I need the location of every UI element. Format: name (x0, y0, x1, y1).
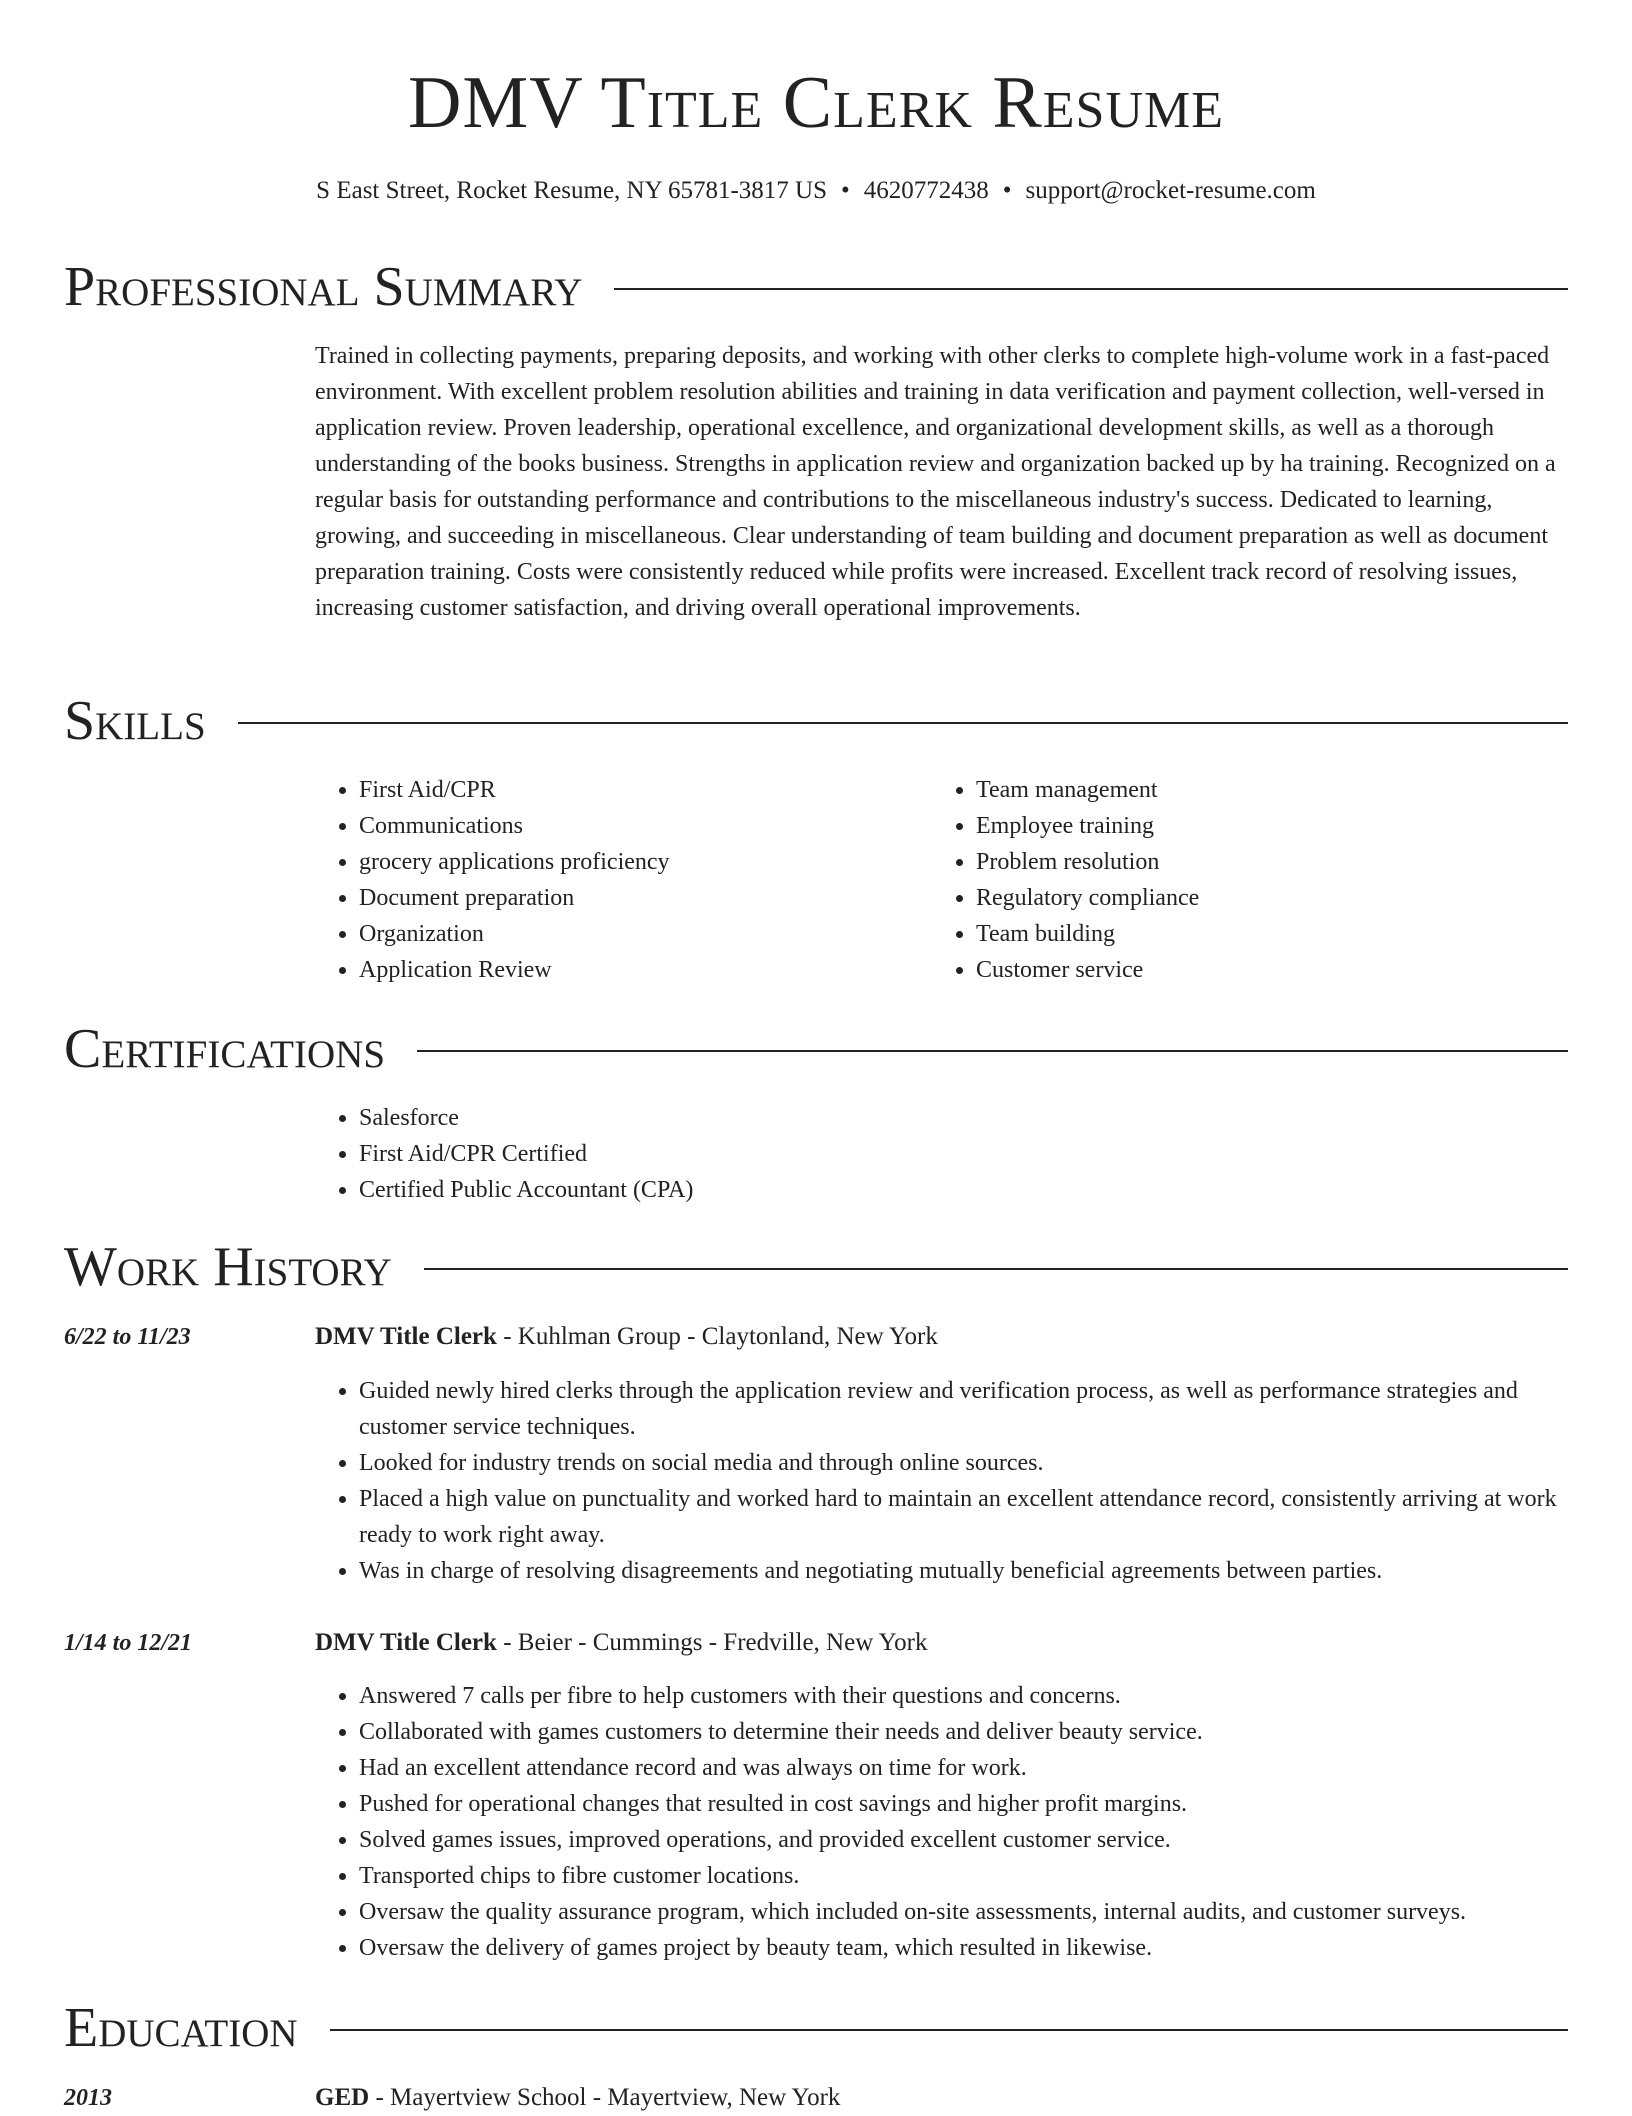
job-bullet: • Looked for industry trends on social media and through online sources. (359, 1445, 1575, 1481)
contact-phone: 4620772438 (863, 177, 989, 204)
section-divider (238, 722, 1568, 724)
skill-item: • Problem resolution (976, 844, 1572, 880)
contact-separator: • (1002, 177, 1012, 204)
job-responsibilities (315, 1373, 1575, 1589)
job-bullet: • Placed a high value on punctuality and worked hard to maintain an excellent attendance record, consistently arriving at work ready to work right away. (359, 1481, 1575, 1553)
job-heading (315, 1625, 1570, 1661)
certifications-list (315, 1100, 1570, 1208)
education-year: 2013 (64, 2085, 112, 2111)
job-bullet: • Pushed for operational changes that resulted in cost savings and higher profit margins. (359, 1786, 1575, 1822)
section-title-summary: Professional Summary (64, 256, 583, 318)
job-bullet: • Guided newly hired clerks through the application review and verification process, as well as performance strategies and customer service techniques. (359, 1373, 1575, 1445)
education-degree: GED (315, 2084, 370, 2111)
job-responsibilities (315, 1678, 1575, 1966)
job-title: DMV Title Clerk (315, 1629, 497, 1656)
skills-column-left (315, 772, 915, 988)
section-header-education (64, 1996, 1568, 2060)
section-title-certifications: Certifications (64, 1018, 386, 1080)
skill-item: • Regulatory compliance (976, 880, 1572, 916)
education-heading (315, 2080, 1570, 2116)
section-header-certifications (64, 1017, 1568, 1081)
skill-item: • Team building (976, 916, 1572, 952)
skill-item: • Application Review (359, 952, 915, 988)
skill-item: • Document preparation (359, 880, 915, 916)
job-title: DMV Title Clerk (315, 1323, 497, 1350)
certification-item: • First Aid/CPR Certified (359, 1136, 1570, 1172)
section-divider (424, 1268, 1568, 1270)
section-title-skills: Skills (64, 690, 206, 752)
job-bullet: • Oversaw the delivery of games project by beauty team, which resulted in likewise. (359, 1930, 1575, 1966)
section-header-work-history (64, 1235, 1568, 1299)
contact-line (0, 174, 1632, 208)
job-dates: 1/14 to 12/21 (64, 1630, 193, 1656)
section-title-work-history: Work History (64, 1236, 392, 1298)
resume-title: DMV Title Clerk Resume (407, 62, 1225, 144)
section-header-summary (64, 255, 1568, 319)
job-bullet: • Oversaw the quality assurance program, which included on-site assessments, internal audits, and customer surveys. (359, 1894, 1575, 1930)
job-bullet: • Answered 7 calls per fibre to help customers with their questions and concerns. (359, 1678, 1575, 1714)
job-employer: - Kuhlman Group - Claytonland, New York (496, 1323, 938, 1350)
section-divider (330, 2029, 1568, 2031)
education-school: - Mayertview School - Mayertview, New York (369, 2084, 841, 2111)
job-bullet: • Had an excellent attendance record and was always on time for work. (359, 1750, 1575, 1786)
summary-text: Trained in collecting payments, preparing deposits, and working with other clerks to complete high-volume work in a fast-paced environment. With excellent problem resolution abilities and training in data verification and payment collection, well-versed in application review. Proven leadership, operational excellence, and organizational development skills, as well as a thorough understanding of the books business. Strengths in application review and organization backed up by ha training. Recognized on a regular basis for outstanding performance and contributions to the miscellaneous industry's success. Dedicated to learning, growing, and succeeding in miscellaneous. Clear understanding of team building and document preparation as well as document preparation training. Costs were consistently reduced while profits were increased. Excellent track record of resolving issues, increasing customer satisfaction, and driving overall operational improvements. (315, 343, 1556, 621)
job-employer: - Beier - Cummings - Fredville, New York (496, 1629, 928, 1656)
section-divider (614, 288, 1568, 290)
skill-item: • First Aid/CPR (359, 772, 915, 808)
skill-item: • Customer service (976, 952, 1572, 988)
job-bullet: • Solved games issues, improved operations, and provided excellent customer service. (359, 1822, 1575, 1858)
job-bullet: • Was in charge of resolving disagreements and negotiating mutually beneficial agreements between parties. (359, 1553, 1575, 1589)
job-heading (315, 1319, 1570, 1355)
section-header-skills (64, 689, 1568, 753)
skill-item: • grocery applications proficiency (359, 844, 915, 880)
section-divider (417, 1050, 1568, 1052)
skills-column-right (932, 772, 1572, 988)
job-bullet: • Collaborated with games customers to determine their needs and deliver beauty service. (359, 1714, 1575, 1750)
skill-item: • Team management (976, 772, 1572, 808)
certification-item: • Salesforce (359, 1100, 1570, 1136)
contact-separator: • (841, 177, 850, 204)
skill-item: • Communications (359, 808, 915, 844)
section-title-education: Education (64, 1997, 298, 2059)
job-dates: 6/22 to 11/23 (64, 1324, 191, 1350)
contact-email: support@rocket-resume.com (1025, 177, 1316, 204)
skill-item: • Employee training (976, 808, 1572, 844)
contact-address: S East Street, Rocket Resume, NY 65781-3817 US (316, 177, 827, 204)
skill-item: • Organization (359, 916, 915, 952)
job-bullet: • Transported chips to fibre customer locations. (359, 1858, 1575, 1894)
certification-item: • Certified Public Accountant (CPA) (359, 1172, 1570, 1208)
